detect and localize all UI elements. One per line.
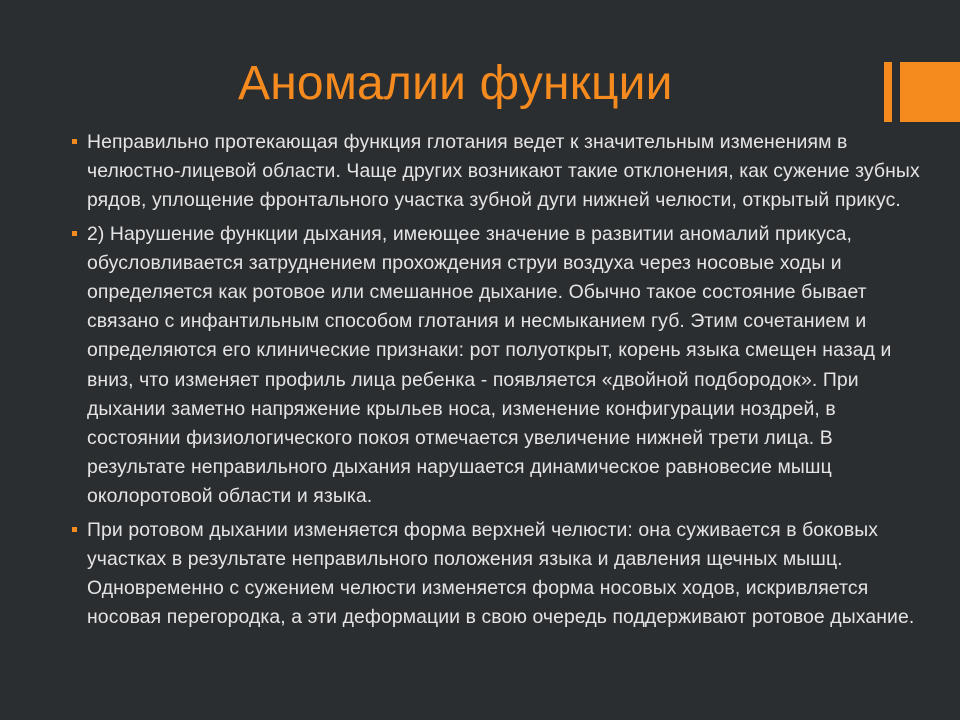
square-bullet-icon	[72, 139, 77, 144]
bullet-item-3	[70, 516, 930, 633]
accent-bar-thick	[900, 62, 960, 122]
accent-bar-thin	[884, 62, 892, 122]
bullet-text: Неправильно протекающая функция глотания ведет к значительным изменениям в челюстно-лицевой области. Чаще других возникают такие отклонения, как сужение зубных рядов, уплощение фронтального участка зубной дуги нижней челюсти, открытый прикус.	[87, 131, 920, 212]
bullet-list	[70, 128, 930, 636]
bullet-text: 2) Нарушение функции дыхания, имеющее значение в развитии аномалий прикуса, обусловливается затруднением прохождения струи воздуха через носовые ходы и определяется как ротовое или смешанное дыхание. Обычно такое состояние бывает связано с инфантильным способом глотания и несмыканием губ. Этим сочетанием и определяются его клинические признаки: рот полуоткрыт, корень языка смещен назад и вниз, что изменяет профиль лица ребенка - появляется «двойной подбородок». При дыхании заметно напряжение крыльев носа, изменение конфигурации ноздрей, в состоянии физиологического покоя отмечается увеличение нижней трети лица. В результате неправильного дыхания нарушается динамическое равновесие мышц околоротовой области и языка.	[87, 222, 892, 508]
square-bullet-icon	[72, 231, 77, 236]
bullet-item-1	[70, 128, 930, 216]
slide-title: Аномалии функции	[238, 57, 673, 110]
bullet-text: При ротовом дыхании изменяется форма верхней челюсти: она суживается в боковых участках в результате неправильного положения языка и давления щечных мышц. Одновременно с сужением челюсти изменяется форма носовых ходов, искривляется носовая перегородка, а эти деформации в свою очередь поддерживают ротовое дыхание.	[87, 518, 915, 629]
square-bullet-icon	[72, 527, 77, 532]
bullet-item-2	[70, 220, 930, 512]
